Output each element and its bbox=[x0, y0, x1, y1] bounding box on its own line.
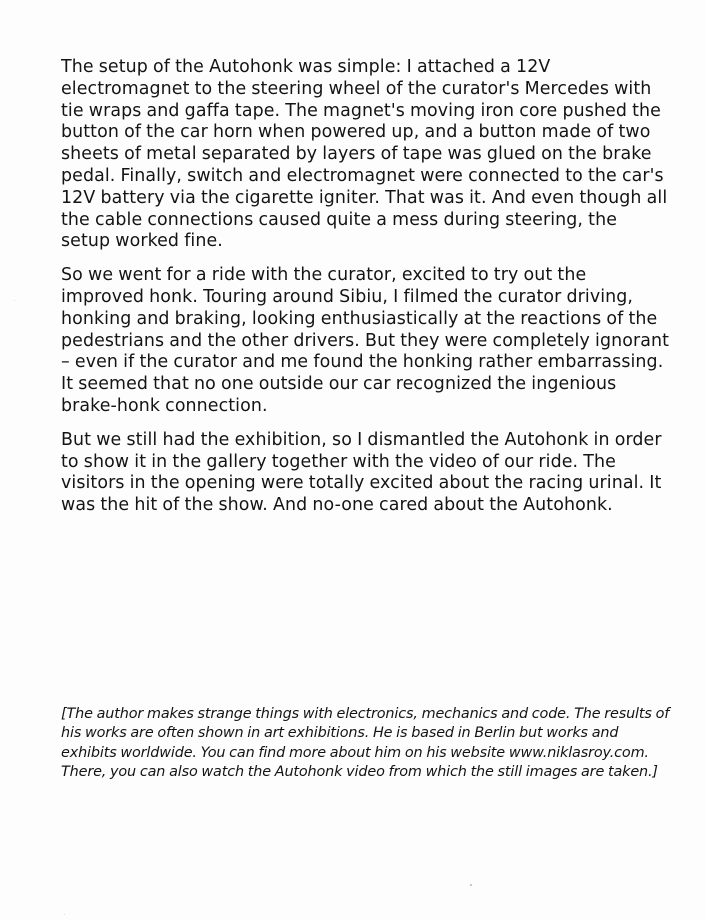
scan-speck bbox=[470, 884, 472, 886]
author-bio: [The author makes strange things with electronics, mechanics and code. The results of his works are often shown in art exhibitions. He is based in Berlin but works and exhibits worldwide. You can find more about him on his website www.niklasroy.com. There, you can also watch the Autohonk video from which the still images are taken.] bbox=[61, 706, 670, 781]
scan-speck bbox=[64, 914, 65, 915]
article-body bbox=[61, 57, 671, 529]
paragraph-ride: So we went for a ride with the curator, excited to try out the improved honk. Touring around Sibiu, I filmed the curator driving, honking and braking, looking enthusiastically at the reactions of the pedestrians and the other drivers. But they were completely ignorant – even if the curator and me found the honking rather embarrassing. It seemed that no one outside our car recognized the ingenious brake-honk connection. bbox=[61, 265, 669, 416]
paragraph-setup: The setup of the Autohonk was simple: I attached a 12V electromagnet to the steering wheel of the curator's Mercedes with tie wraps and gaffa tape. The magnet's moving iron core pushed the button of the car horn when powered up, and a button made of two sheets of metal separated by layers of tape was glued on the brake pedal. Finally, switch and electromagnet were connected to the car's 12V battery via the cigarette igniter. That was it. And even though all the cable connections caused quite a mess during steering, the setup worked fine. bbox=[61, 57, 668, 252]
scan-speck bbox=[14, 300, 15, 301]
paragraph-exhibition: But we still had the exhibition, so I dismantled the Autohonk in order to show it in the gallery together with the video of our ride. The visitors in the opening were totally excited about the racing urinal. It was the hit of the show. And no-one cared about the Autohonk. bbox=[61, 429, 662, 516]
